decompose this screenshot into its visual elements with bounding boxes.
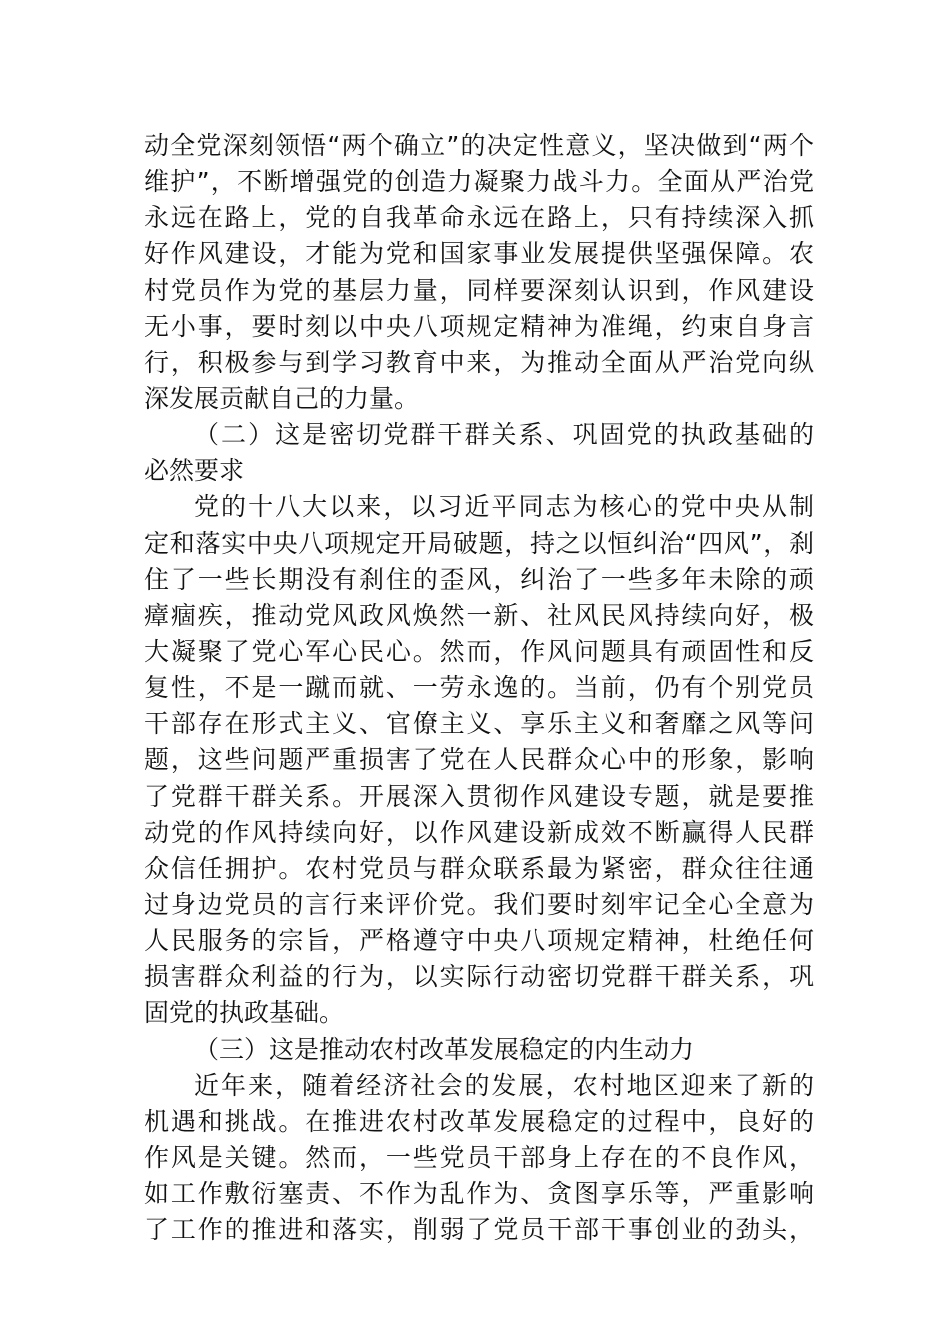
body-line: 复性，不是一蹴而就、一劳永逸的。当前，仍有个别党员 (144, 673, 814, 703)
body-line: 题，这些问题严重损害了党在人民群众心中的形象，影响 (144, 745, 814, 775)
body-line: 了党群干群关系。开展深入贯彻作风建设专题，就是要推 (144, 781, 814, 811)
body-line: 动全党深刻领悟“两个确立”的决定性意义，坚决做到“两个 (144, 131, 814, 160)
body-line: 行，积极参与到学习教育中来，为推动全面从严治党向纵 (144, 347, 814, 377)
body-line: 众信任拥护。农村党员与群众联系最为紧密，群众往往通 (144, 853, 814, 883)
body-line: 瘴痼疾，推动党风政风焕然一新、社风民风持续向好，极 (144, 600, 814, 630)
paragraph-last-line: 必然要求 (144, 456, 245, 486)
paragraph-last-line: 固党的执政基础。 (144, 998, 345, 1028)
section-heading: （三）这是推动农村改革发展稳定的内生动力 (194, 1034, 695, 1064)
body-line: 定和落实中央八项规定开局破题，持之以恒纠治“四风”，刹 (144, 528, 814, 558)
body-line: 如工作敷衍塞责、不作为乱作为、贪图享乐等，严重影响 (144, 1179, 814, 1209)
body-line: 维护”，不断增强党的创造力凝聚力战斗力。全面从严治党 (144, 167, 814, 197)
body-line: 永远在路上，党的自我革命永远在路上，只有持续深入抓 (144, 203, 814, 233)
body-line: 大凝聚了党心军心民心。然而，作风问题具有顽固性和反 (144, 636, 814, 666)
body-line: 过身边党员的言行来评价党。我们要时刻牢记全心全意为 (144, 889, 814, 919)
body-line: 了工作的推进和落实，削弱了党员干部干事创业的劲头， (144, 1215, 814, 1245)
paragraph-first-line: 近年来，随着经济社会的发展，农村地区迎来了新的 (194, 1070, 814, 1100)
body-line: 村党员作为党的基层力量，同样要深刻认识到，作风建设 (144, 275, 814, 305)
body-line: 好作风建设，才能为党和国家事业发展提供坚强保障。农 (144, 239, 814, 269)
paragraph-last-line: 深发展贡献自己的力量。 (144, 383, 420, 413)
body-line: 损害群众利益的行为，以实际行动密切党群干群关系，巩 (144, 962, 814, 992)
body-line: 人民服务的宗旨，严格遵守中央八项规定精神，杜绝任何 (144, 926, 814, 956)
body-line: 机遇和挑战。在推进农村改革发展稳定的过程中，良好的 (144, 1106, 814, 1136)
section-heading: （二）这是密切党群干群关系、巩固党的执政基础的 (194, 420, 814, 450)
body-line: 住了一些长期没有刹住的歪风，纠治了一些多年未除的顽 (144, 564, 814, 594)
document-body (144, 128, 814, 1248)
body-line: 作风是关键。然而，一些党员干部身上存在的不良作风， (144, 1142, 814, 1172)
body-line: 无小事，要时刻以中央八项规定精神为准绳，约束自身言 (144, 311, 814, 341)
body-line: 动党的作风持续向好，以作风建设新成效不断赢得人民群 (144, 817, 814, 847)
body-line: 干部存在形式主义、官僚主义、享乐主义和奢靡之风等问 (144, 709, 814, 739)
paragraph-first-line: 党的十八大以来，以习近平同志为核心的党中央从制 (194, 492, 814, 522)
